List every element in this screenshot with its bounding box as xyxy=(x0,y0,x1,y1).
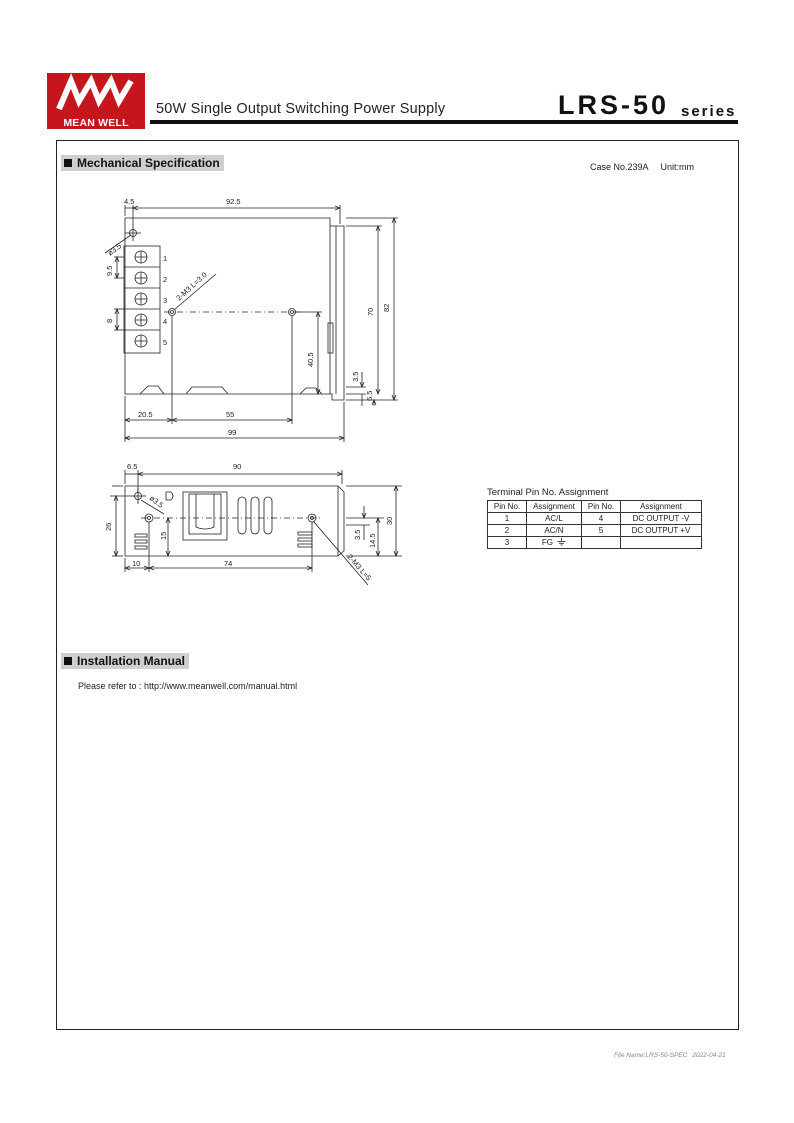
brand-name: MEAN WELL xyxy=(47,117,145,129)
dim-side-phi-3-5: ø3.5 xyxy=(147,493,166,510)
table-cell: AC/N xyxy=(527,525,582,537)
table-cell: 1 xyxy=(488,513,527,525)
dim-70: 70 xyxy=(366,307,375,316)
col-header-assignment-1: Assignment xyxy=(527,501,582,513)
table-cell: 2 xyxy=(488,525,527,537)
installation-manual-text: Please refer to : http://www.meanwell.com/manual.html xyxy=(78,681,298,691)
col-header-pin-1: Pin No. xyxy=(488,501,527,513)
col-header-pin-2: Pin No. xyxy=(582,501,621,513)
dim-10: 10 xyxy=(132,559,141,568)
dim-74: 74 xyxy=(224,559,233,568)
dim-40-5: 40.5 xyxy=(306,352,315,367)
terminal-number-2: 2 xyxy=(163,275,168,284)
dim-14-5: 14.5 xyxy=(368,533,377,548)
top-view-labels xyxy=(105,197,391,437)
bullet-square-icon xyxy=(64,657,72,665)
section-heading-text: Mechanical Specification xyxy=(77,156,220,170)
table-cell: 3 xyxy=(488,537,527,549)
table-header-row xyxy=(488,501,702,513)
dim-55: 55 xyxy=(226,410,235,419)
terminal-table-title: Terminal Pin No. Assignment xyxy=(487,487,609,498)
case-number: Case No.239A xyxy=(590,162,649,172)
file-date: 2022-04-21 xyxy=(692,1052,726,1059)
terminal-number-5: 5 xyxy=(163,338,168,347)
ground-icon xyxy=(557,538,566,546)
table-cell-fg xyxy=(527,537,582,549)
table-cell: 5 xyxy=(582,525,621,537)
dim-15: 15 xyxy=(159,531,168,540)
unit-label: Unit:mm xyxy=(660,162,695,172)
dim-26: 26 xyxy=(104,522,113,531)
dim-4-5: 4.5 xyxy=(124,197,135,206)
dim-side-3-5: 3.5 xyxy=(353,529,362,540)
terminal-pin-table xyxy=(487,500,702,549)
table-row xyxy=(488,537,702,549)
dim-20-5: 20.5 xyxy=(138,410,153,419)
series-label: series xyxy=(681,103,737,120)
table-cell: 4 xyxy=(582,513,621,525)
dim-3-5: 3.5 xyxy=(351,371,360,382)
table-cell: DC OUTPUT -V xyxy=(621,513,702,525)
dim-30: 30 xyxy=(385,516,394,525)
dim-screw: 2-M3 L=3.0 xyxy=(174,270,209,303)
col-header-assignment-2: Assignment xyxy=(621,501,702,513)
dim-side-6-5: 6.5 xyxy=(127,462,138,471)
file-name: File Name:LRS-50-SPEC xyxy=(614,1052,688,1059)
table-cell: AC/L xyxy=(527,513,582,525)
table-cell: DC OUTPUT +V xyxy=(621,525,702,537)
dim-99: 99 xyxy=(228,428,237,437)
dim-8: 8 xyxy=(105,318,114,323)
dim-92-5: 92.5 xyxy=(226,197,241,206)
dim-6-5: 6.5 xyxy=(365,390,374,401)
terminal-number-1: 1 xyxy=(163,254,168,263)
top-view xyxy=(105,205,398,442)
table-row xyxy=(488,525,702,537)
fg-label: FG xyxy=(541,538,553,547)
footer xyxy=(614,1052,731,1059)
section-heading-text: Installation Manual xyxy=(77,654,186,668)
terminal-number-4: 4 xyxy=(163,317,168,326)
product-subtitle: 50W Single Output Switching Power Supply xyxy=(156,101,446,117)
table-cell xyxy=(621,537,702,549)
terminal-screws xyxy=(135,251,147,347)
section-heading-installation xyxy=(61,653,189,669)
table-row xyxy=(488,513,702,525)
model-title: LRS-50 xyxy=(558,90,670,120)
terminal-number-3: 3 xyxy=(163,296,168,305)
dim-90: 90 xyxy=(233,462,242,471)
dim-9-5: 9.5 xyxy=(105,265,114,276)
dim-side-screw: 2-M3 L=5 xyxy=(345,552,374,583)
dim-phi-3-5: ø3.5 xyxy=(105,241,124,258)
table-cell xyxy=(582,537,621,549)
dim-82: 82 xyxy=(382,303,391,312)
